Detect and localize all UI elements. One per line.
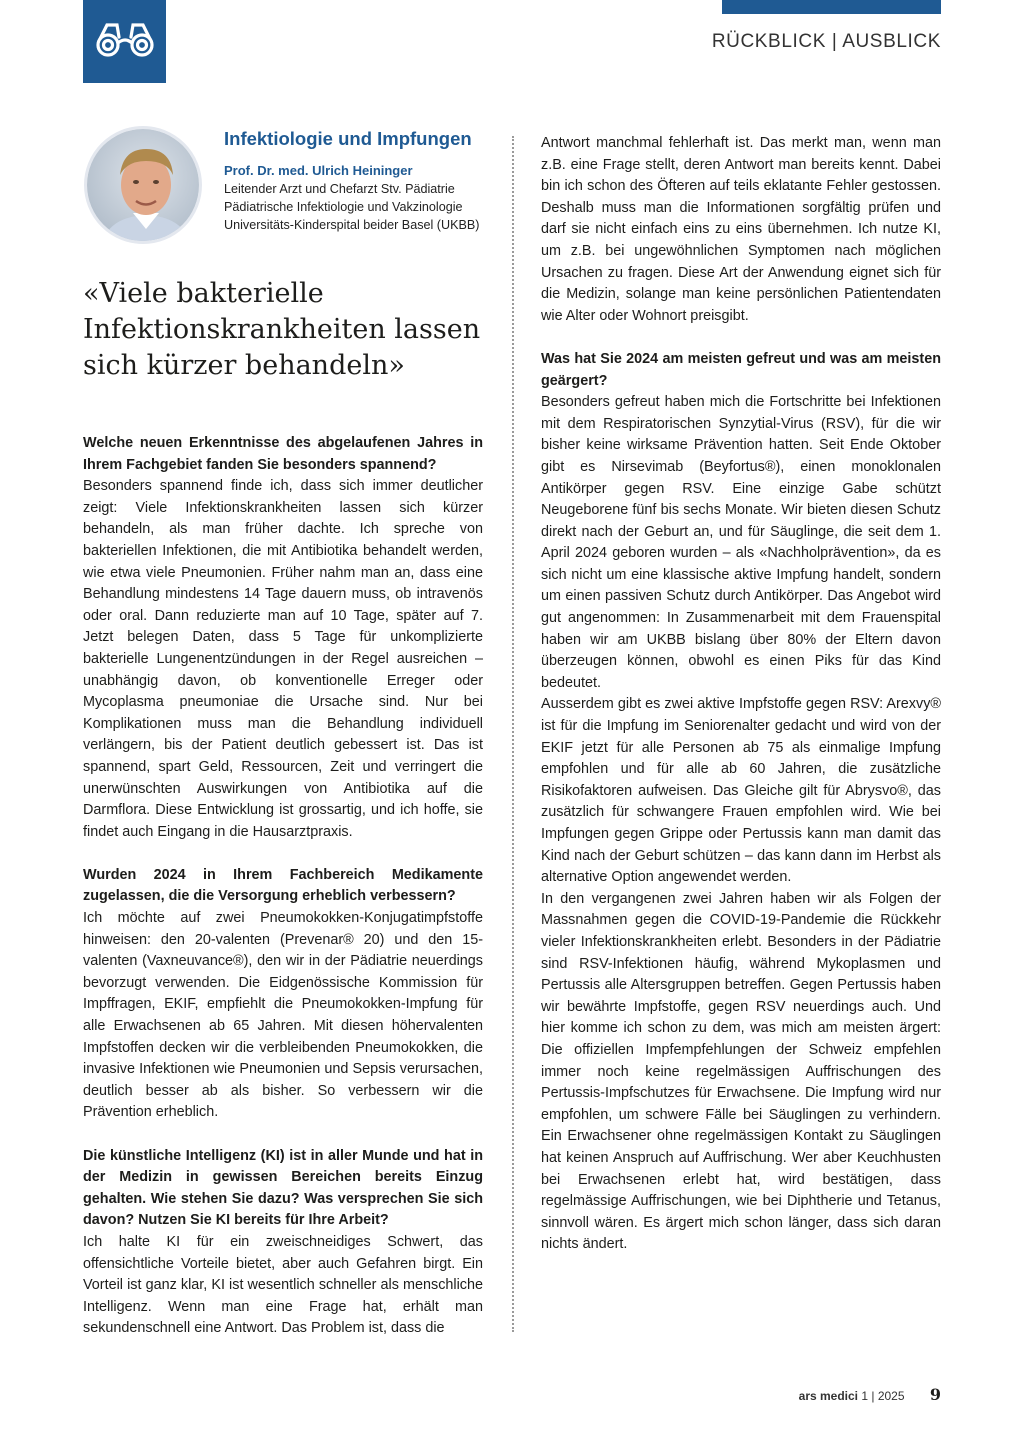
question-4: Was hat Sie 2024 am meisten gefreut und was am meisten geärgert? xyxy=(541,350,941,389)
answer-2: Ich möchte auf zwei Pneumokokken-Konjugatimpfstoffe hinweisen: den 20-valenten (Prevenar® 20) und den 15-valenten (Vaxneuvance®), den wir in der Pädiatrie neuerdings bevorzugt verwenden. Die Eidgenössische Kommission für Impffragen, EKIF, empfiehlt die Pneumokokken-Impfung für alle Erwachsenen ab 65 Jahren. Mit diesen höhervalenten Impfstoffen decken wir die verbleibenden Pneumokokken, die invasive Infektionen wie Pneumonien und Sepsis verursachen, deutlich besser ab als bisher. So verbessern wir die Prävention erheblich. xyxy=(83,910,483,1121)
section-label: RÜCKBLICK | AUSBLICK xyxy=(711,31,941,52)
left-column xyxy=(83,433,483,1340)
footer-issue: 1 | 2025 xyxy=(861,1389,905,1403)
author-name: Prof. Dr. med. Ulrich Heininger xyxy=(224,163,413,178)
footer-brand: ars medici xyxy=(798,1389,859,1403)
answer-4-paragraph-1: Besonders gefreut haben mich die Fortschritte bei Infektionen mit dem Respiratorischen Synzytial-Virus (RSV), für die wir bisher keine wirksame Prävention hatten. Seit Ende Oktober gibt es Nirsevimab (Beyfortus®), einen monoklonalen Antikörper gegen RSV. Eine einzige Gabe schützt Neugeborene fünf bis sechs Monate. Wir bieten diesen Schutz direkt nach der Geburt an, und für Säuglinge, die seit dem 1. April 2024 geboren wurden – als «Nachholprävention», da es sich nicht um eine klassische aktive Impfung handelt, sondern um einen passiven Schutz durch Antikörper. Das Angebot wird gut angenommen: In Zusammenarbeit mit dem Frauenspital haben wir am UKBB bislang über 80% der Eltern davon überzeugen können, obwohl es einen Piks für das Kind bedeutet. xyxy=(541,394,941,691)
page-footer xyxy=(700,1385,941,1404)
column-divider xyxy=(512,136,514,1332)
header-accent-bar xyxy=(722,0,941,14)
topic-title: Infektiologie und Impfungen xyxy=(224,128,472,149)
headline: «Viele bakterielle Infektionskrankheiten lassen sich kürzer behandeln» xyxy=(83,278,481,381)
right-column xyxy=(541,133,941,1256)
answer-4-paragraph-3: In den vergangenen zwei Jahren haben wir als Folgen der Massnahmen gegen die COVID-19-Pandemie die Rückkehr vieler Infektionskrankheiten erlebt. Besonders in der Pädiatrie sind RSV-Infektionen häufig, während Mykoplasmen und Pertussis alle Altersgruppen betreffen. Gegen Pertussis haben wir bewährte Impfstoffe, gegen RSV neuerdings auch. Und hier komme ich schon zu dem, was mich am meisten ärgert: Die offiziellen Impfempfehlungen der Schweiz empfehlen immer noch keine regelmässigen Auffrischungen des Pertussis-Impfschutzes für Erwachsene. Die Impfung wird nur empfohlen, um schwere Fälle bei Säuglingen zu verhindern. Ein Erwachsener ohne regelmässigen Kontakt zu Säuglingen hat keinen Anspruch auf Auffrischung. Wer aber Keuchhusten bei Erwachsenen erlebt hat, wird bestätigen, dass regelmässige Auffrischungen, wie bei Diphtherie und Tetanus, sinnvoll wären. Es ärgert mich schon länger, dass sich daran nichts ändert. xyxy=(541,890,941,1253)
binoculars-icon xyxy=(93,19,157,64)
author-department: Pädiatrische Infektiologie und Vakzinologie xyxy=(224,200,463,214)
author-institution: Universitäts-Kinderspital beider Basel (UKBB) xyxy=(224,218,480,232)
answer-1: Besonders spannend finde ich, dass sich immer deutlicher zeigt: Viele Infektionskrankheiten lassen sich kürzer behandeln, als man früher dachte. Ich spreche von bakteriellen Infektionen, die mit Antibiotika behandelt werden, wie etwa viele Pneumonien. Früher nahm man an, dass eine Behandlung mindestens 14 Tage dauern muss, ob intravenös oder oral. Dann reduzierte man auf 10 Tage, später auf 7. Jetzt belegen Daten, dass 5 Tage für unkomplizierte bakterielle Lungenentzündungen in der Regel ausreichen – unabhängig davon, ob konventionelle Erreger oder Mycoplasma pneumoniae die Ursache sind. Nur bei Komplikationen muss man die Behandlung individuell verlängern, bis der Patient deutlich gebessert ist. Das ist spannend, spart Geld, Ressourcen, Zeit und verringert die unerwünschten Auswirkungen von Antibiotika auf die Darmflora. Diese Entwicklung ist grossartig, und ich hoffe, sie findet auch Eingang in die Hausarztpraxis. xyxy=(83,478,483,840)
answer-3: Ich halte KI für ein zweischneidiges Schwert, das offensichtliche Vorteile bietet, aber auch Gefahren birgt. Ein Vorteil ist ganz klar, KI ist wesentlich schneller als menschliche Intelligenz. Wenn man eine Frage hat, erhält man sekundenschnell eine Antwort. Das Problem ist, dass die xyxy=(83,1233,483,1337)
section-icon-box xyxy=(83,0,166,83)
question-3: Die künstliche Intelligenz (KI) ist in aller Munde und hat in der Medizin in gewissen Bereichen bereits Einzug gehalten. Wie stehen Sie dazu? Was versprechen Sie sich davon? Nutzen Sie KI bereits für Ihre Arbeit? xyxy=(83,1147,483,1229)
author-portrait xyxy=(84,126,202,244)
author-block xyxy=(224,128,514,234)
answer-4-paragraph-2: Ausserdem gibt es zwei aktive Impfstoffe gegen RSV: Arexvy® ist für die Impfung im Seniorenalter gedacht und wird von der EKIF jetzt für alle Personen ab 75 als einmalige Impfung empfohlen und für alle ab 60 Jahren, die zusätzliche Risikofaktoren aufweisen. Das Gleiche gilt für Abrysvo®, das zusätzlich für schwangere Frauen empfohlen wird. Wie bei Impfungen gegen Grippe oder Pertussis kann man damit das Kind nach der Geburt schützen – das kann dann im Herbst als alternative Option angewendet werden. xyxy=(541,696,941,886)
question-2: Wurden 2024 in Ihrem Fachbereich Medikamente zugelassen, die die Versorgung erheblich verbessern? xyxy=(83,866,483,905)
question-1: Welche neuen Erkenntnisse des abgelaufenen Jahres in Ihrem Fachgebiet fanden Sie besonders spannend? xyxy=(83,435,483,473)
author-role: Leitender Arzt und Chefarzt Stv. Pädiatrie xyxy=(224,182,455,196)
answer-3-continued: Antwort manchmal fehlerhaft ist. Das merkt man, wenn man z.B. eine Frage stellt, deren Antwort man bereits kennt. Dabei bin ich schon des Öfteren auf teils eklatante Fehler gestossen. Deshalb muss man die Informationen sorgfältig prüfen und darf sie nicht einfach eins zu eins übernehmen. Ich nutze KI, um z.B. bei ungewöhnlichen Symptomen nach möglichen Ursachen zu fragen. Diese Art der Anwendung eignet sich für die Medizin, solange man keine persönlichen Patientendaten wie Alter oder Wohnort preisgibt. xyxy=(541,135,941,324)
page-number: 9 xyxy=(929,1385,941,1404)
